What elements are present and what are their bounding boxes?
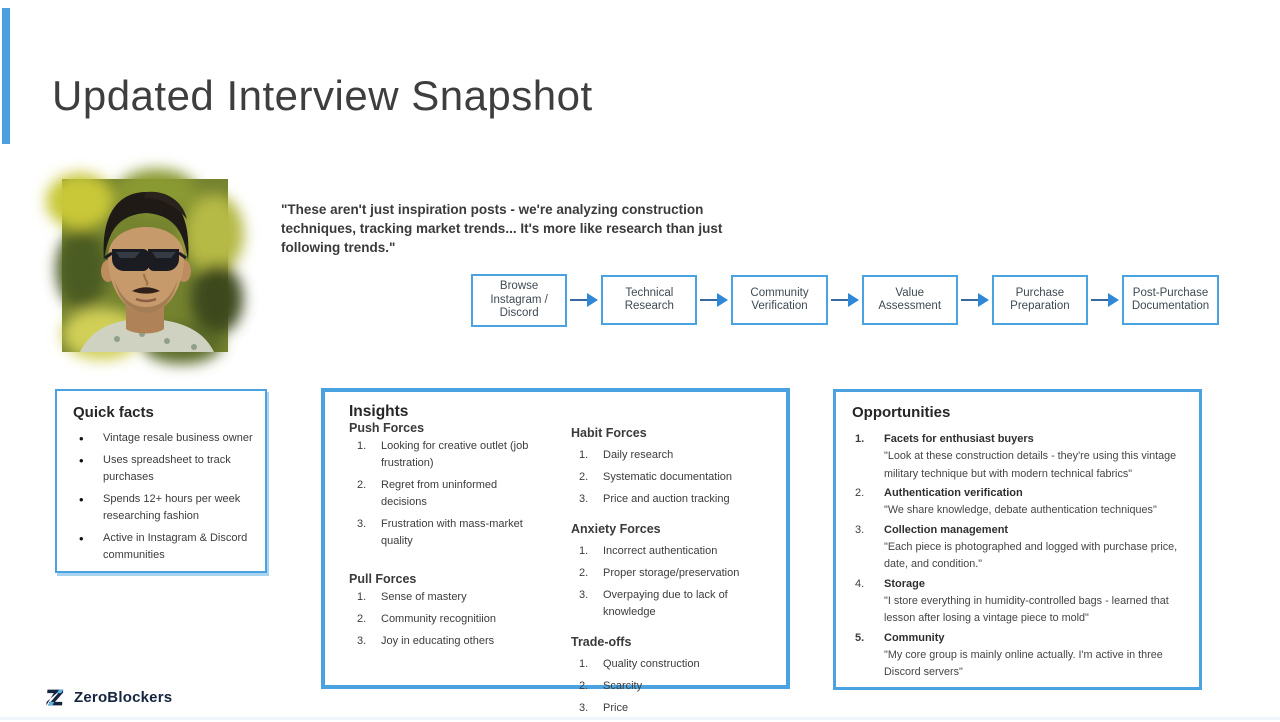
opportunity-quote: "We share knowledge, debate authentication techniques" bbox=[884, 504, 1157, 516]
insight-item: Incorrect authentication bbox=[603, 545, 718, 557]
quick-fact-item: • Active in Instagram & Discord communities bbox=[73, 530, 255, 564]
opportunity-number bbox=[852, 575, 884, 628]
insights-section-list bbox=[349, 589, 571, 650]
insights-left-column bbox=[349, 421, 571, 722]
quick-fact-item: • Vintage resale business owner bbox=[73, 430, 255, 447]
opportunity-number bbox=[852, 484, 884, 520]
insights-section-heading: Anxiety Forces bbox=[571, 522, 661, 536]
insight-item: Daily research bbox=[603, 449, 674, 461]
insight-item: Frustration with mass-market quality bbox=[381, 518, 523, 547]
journey-step-box: Community Verification bbox=[731, 275, 827, 325]
opportunity-quote: "Each piece is photographed and logged with purchase price, date, and condition." bbox=[884, 540, 1178, 570]
quick-fact-item: • Uses spreadsheet to track purchases bbox=[73, 452, 255, 486]
insights-section bbox=[571, 426, 776, 508]
insight-item: Sense of mastery bbox=[381, 591, 467, 603]
journey-step-box: Post-Purchase Documentation bbox=[1122, 275, 1219, 325]
opportunity-number bbox=[852, 430, 884, 483]
journey-step bbox=[731, 275, 861, 325]
insight-item: Community recognitiion bbox=[381, 613, 496, 625]
opportunity-quote: "I store everything in humidity-controlled bags - learned that lesson after losing a vintage piece to mold" bbox=[884, 594, 1169, 624]
journey-step bbox=[601, 275, 731, 325]
opportunity-item bbox=[852, 575, 1185, 628]
opportunity-heading: Authentication verification bbox=[884, 487, 1023, 499]
opportunity-item bbox=[852, 629, 1185, 682]
insights-section bbox=[349, 572, 571, 650]
insights-section bbox=[571, 522, 776, 621]
insights-section-heading: Push Forces bbox=[349, 421, 425, 435]
journey-step bbox=[992, 275, 1122, 325]
insights-section-heading: Pull Forces bbox=[349, 572, 417, 586]
opportunities-panel bbox=[833, 389, 1202, 690]
journey-step-box: Technical Research bbox=[601, 275, 697, 325]
insight-item: Proper storage/preservation bbox=[603, 567, 740, 579]
insight-item: Overpaying due to lack of knowledge bbox=[603, 589, 728, 618]
zeroblockers-logo-icon bbox=[45, 687, 66, 708]
opportunity-heading: Facets for enthusiast buyers bbox=[884, 433, 1034, 445]
insights-section bbox=[349, 421, 571, 550]
journey-step bbox=[471, 274, 601, 327]
journey-step-box: Value Assessment bbox=[862, 275, 958, 325]
insights-section-list bbox=[571, 656, 776, 717]
insight-item: Systematic documentation bbox=[603, 471, 733, 483]
journey-step-box: Purchase Preparation bbox=[992, 275, 1088, 325]
opportunities-list bbox=[852, 430, 1185, 682]
opportunity-number bbox=[852, 521, 884, 574]
insight-item: Price bbox=[603, 702, 629, 714]
flow-arrow-icon bbox=[1088, 293, 1122, 307]
insights-section-list bbox=[571, 543, 776, 621]
page-title: Updated Interview Snapshot bbox=[52, 72, 593, 120]
quick-facts-list bbox=[73, 430, 255, 564]
insights-right-column bbox=[571, 421, 776, 722]
insights-section bbox=[571, 635, 776, 717]
flow-arrow-icon bbox=[828, 293, 862, 307]
portrait-photo bbox=[62, 179, 228, 352]
opportunity-item bbox=[852, 484, 1185, 520]
insights-title: Insights bbox=[349, 403, 409, 420]
brand-name: ZeroBlockers bbox=[74, 689, 173, 706]
insight-item: Quality construction bbox=[603, 658, 700, 670]
interview-quote: "These aren't just inspiration posts - we're analyzing construction techniques, tracking market trends... It's more like research than just following trends." bbox=[281, 202, 723, 255]
insights-section-list bbox=[571, 447, 776, 508]
insights-section-heading: Habit Forces bbox=[571, 426, 647, 440]
insights-section-heading: Trade-offs bbox=[571, 635, 632, 649]
insight-item: Regret from uninformed decisions bbox=[381, 479, 498, 508]
opportunity-heading: Storage bbox=[884, 577, 925, 590]
opportunity-quote: "My core group is mainly online actually. I'm active in three Discord servers" bbox=[884, 648, 1163, 678]
opportunity-heading: Collection management bbox=[884, 523, 1009, 536]
opportunities-title: Opportunities bbox=[852, 404, 951, 421]
opportunity-quote: "Look at these construction details - they're using this vintage military technique but with modern technical fabrics" bbox=[884, 450, 1177, 480]
portrait-photo-illustration bbox=[62, 179, 228, 352]
quick-facts-title: Quick facts bbox=[73, 404, 154, 421]
quick-fact-item: • Spends 12+ hours per week researching fashion bbox=[73, 491, 255, 525]
flow-arrow-icon bbox=[567, 293, 601, 307]
accent-bar bbox=[2, 8, 10, 144]
insight-item: Joy in educating others bbox=[381, 635, 495, 647]
customer-journey-flow bbox=[471, 274, 1219, 327]
flow-arrow-icon bbox=[697, 293, 731, 307]
flow-arrow-icon bbox=[958, 293, 992, 307]
insight-item: Scarcity bbox=[603, 680, 643, 692]
opportunity-number bbox=[852, 629, 884, 682]
opportunity-heading: Community bbox=[884, 631, 945, 644]
journey-step bbox=[1122, 275, 1219, 325]
opportunity-item bbox=[852, 430, 1185, 483]
insights-panel bbox=[321, 388, 790, 714]
journey-step-box: Browse Instagram / Discord bbox=[471, 274, 567, 327]
quick-facts-panel bbox=[55, 389, 267, 573]
insight-item: Looking for creative outlet (job frustration) bbox=[381, 440, 529, 469]
insight-item: Price and auction tracking bbox=[603, 493, 730, 505]
footer-brand bbox=[45, 687, 172, 708]
journey-step bbox=[862, 275, 992, 325]
insights-section-list bbox=[349, 438, 571, 550]
opportunity-item bbox=[852, 521, 1185, 574]
